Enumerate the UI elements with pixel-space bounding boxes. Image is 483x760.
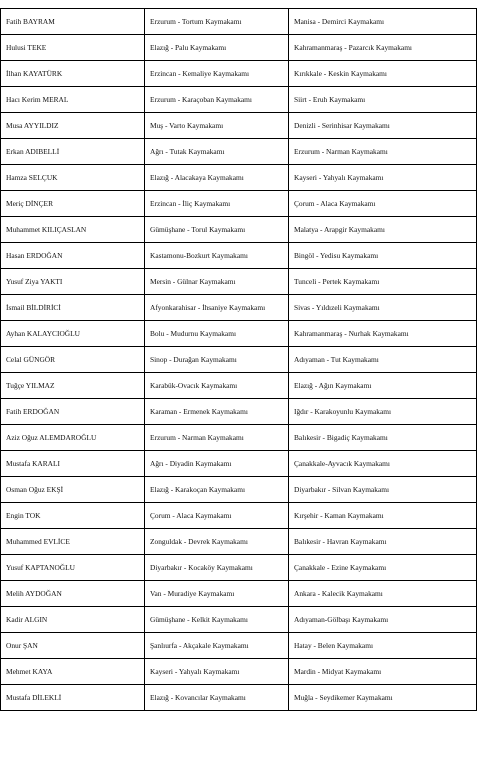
new-post-cell: Sivas - Yıldızeli Kaymakamı xyxy=(289,295,477,321)
official-name-cell: Mustafa DİLEKLİ xyxy=(1,685,145,711)
table-row xyxy=(1,295,477,321)
official-name-cell: Fatih BAYRAM xyxy=(1,9,145,35)
table-row xyxy=(1,87,477,113)
new-post-cell: Diyarbakır - Silvan Kaymakamı xyxy=(289,477,477,503)
table-row xyxy=(1,503,477,529)
new-post-cell: Adıyaman-Gölbaşı Kaymakamı xyxy=(289,607,477,633)
current-post-cell: Erzurum - Tortum Kaymakamı xyxy=(145,9,289,35)
table-row xyxy=(1,113,477,139)
official-name-cell: Mustafa KARALI xyxy=(1,451,145,477)
document-page xyxy=(0,8,476,711)
table-row xyxy=(1,35,477,61)
current-post-cell: Kayseri - Yahyalı Kaymakamı xyxy=(145,659,289,685)
table-row xyxy=(1,607,477,633)
current-post-cell: Erzurum - Karaçoban Kaymakamı xyxy=(145,87,289,113)
current-post-cell: Ağrı - Tutak Kaymakamı xyxy=(145,139,289,165)
table-row xyxy=(1,555,477,581)
table-row xyxy=(1,373,477,399)
new-post-cell: Elazığ - Ağın Kaymakamı xyxy=(289,373,477,399)
official-name-cell: Hasan ERDOĞAN xyxy=(1,243,145,269)
new-post-cell: Balıkesir - Bigadiç Kaymakamı xyxy=(289,425,477,451)
current-post-cell: Elazığ - Alacakaya Kaymakamı xyxy=(145,165,289,191)
table-row xyxy=(1,399,477,425)
official-name-cell: Celal GÜNGÖR xyxy=(1,347,145,373)
official-name-cell: Meriç DİNÇER xyxy=(1,191,145,217)
current-post-cell: Karaman - Ermenek Kaymakamı xyxy=(145,399,289,425)
new-post-cell: Kırıkkale - Keskin Kaymakamı xyxy=(289,61,477,87)
table-row xyxy=(1,191,477,217)
new-post-cell: Mardin - Midyat Kaymakamı xyxy=(289,659,477,685)
official-name-cell: Mehmet KAYA xyxy=(1,659,145,685)
table-row xyxy=(1,451,477,477)
current-post-cell: Afyonkarahisar - İhsaniye Kaymakamı xyxy=(145,295,289,321)
new-post-cell: Hatay - Belen Kaymakamı xyxy=(289,633,477,659)
current-post-cell: Şanlıurfa - Akçakale Kaymakamı xyxy=(145,633,289,659)
current-post-cell: Karabük-Ovacık Kaymakamı xyxy=(145,373,289,399)
table-row xyxy=(1,61,477,87)
new-post-cell: Malatya - Arapgir Kaymakamı xyxy=(289,217,477,243)
table-row xyxy=(1,347,477,373)
new-post-cell: Adıyaman - Tut Kaymakamı xyxy=(289,347,477,373)
table-row xyxy=(1,425,477,451)
new-post-cell: Bingöl - Yedisu Kaymakamı xyxy=(289,243,477,269)
new-post-cell: Erzurum - Narman Kaymakamı xyxy=(289,139,477,165)
current-post-cell: Elazığ - Palu Kaymakamı xyxy=(145,35,289,61)
official-name-cell: Tuğçe YILMAZ xyxy=(1,373,145,399)
current-post-cell: Erzincan - İliç Kaymakamı xyxy=(145,191,289,217)
current-post-cell: Diyarbakır - Kocaköy Kaymakamı xyxy=(145,555,289,581)
official-name-cell: Hacı Kerim MERAL xyxy=(1,87,145,113)
official-name-cell: Erkan ADIBELLİ xyxy=(1,139,145,165)
official-name-cell: Kadir ALGIN xyxy=(1,607,145,633)
official-name-cell: Musa AYYILDIZ xyxy=(1,113,145,139)
current-post-cell: Çorum - Alaca Kaymakamı xyxy=(145,503,289,529)
new-post-cell: Çanakkale - Ezine Kaymakamı xyxy=(289,555,477,581)
new-post-cell: Ankara - Kalecik Kaymakamı xyxy=(289,581,477,607)
new-post-cell: Manisa - Demirci Kaymakamı xyxy=(289,9,477,35)
current-post-cell: Elazığ - Kovancılar Kaymakamı xyxy=(145,685,289,711)
new-post-cell: Tunceli - Pertek Kaymakamı xyxy=(289,269,477,295)
new-post-cell: Iğdır - Karakoyunlu Kaymakamı xyxy=(289,399,477,425)
official-name-cell: Melih AYDOĞAN xyxy=(1,581,145,607)
official-name-cell: Engin TOK xyxy=(1,503,145,529)
current-post-cell: Gümüşhane - Kelkit Kaymakamı xyxy=(145,607,289,633)
current-post-cell: Erzincan - Kemaliye Kaymakamı xyxy=(145,61,289,87)
new-post-cell: Kahramanmaraş - Pazarcık Kaymakamı xyxy=(289,35,477,61)
official-name-cell: Muhammet KILIÇASLAN xyxy=(1,217,145,243)
table-row xyxy=(1,9,477,35)
official-name-cell: Yusuf Ziya YAKTI xyxy=(1,269,145,295)
official-name-cell: Hamza SELÇUK xyxy=(1,165,145,191)
table-row xyxy=(1,321,477,347)
official-name-cell: Fatih ERDOĞAN xyxy=(1,399,145,425)
table-row xyxy=(1,633,477,659)
official-name-cell: Muhammed EVLİCE xyxy=(1,529,145,555)
table-row xyxy=(1,243,477,269)
new-post-cell: Denizli - Serinhisar Kaymakamı xyxy=(289,113,477,139)
current-post-cell: Bolu - Mudurnu Kaymakamı xyxy=(145,321,289,347)
table-row xyxy=(1,217,477,243)
current-post-cell: Sinop - Durağan Kaymakamı xyxy=(145,347,289,373)
table-row xyxy=(1,685,477,711)
table-row xyxy=(1,529,477,555)
current-post-cell: Elazığ - Karakoçan Kaymakamı xyxy=(145,477,289,503)
current-post-cell: Van - Muradiye Kaymakamı xyxy=(145,581,289,607)
table-row xyxy=(1,477,477,503)
new-post-cell: Siirt - Eruh Kaymakamı xyxy=(289,87,477,113)
official-name-cell: İsmail BİLDİRİCİ xyxy=(1,295,145,321)
new-post-cell: Kayseri - Yahyalı Kaymakamı xyxy=(289,165,477,191)
current-post-cell: Ağrı - Diyadin Kaymakamı xyxy=(145,451,289,477)
current-post-cell: Muş - Varto Kaymakamı xyxy=(145,113,289,139)
new-post-cell: Kahramanmaraş - Nurhak Kaymakamı xyxy=(289,321,477,347)
official-name-cell: Hulusi TEKE xyxy=(1,35,145,61)
table-row xyxy=(1,659,477,685)
appointments-table-body xyxy=(1,9,477,711)
official-name-cell: Yusuf KAPTANOĞLU xyxy=(1,555,145,581)
official-name-cell: İlhan KAYATÜRK xyxy=(1,61,145,87)
new-post-cell: Çanakkale-Ayvacık Kaymakamı xyxy=(289,451,477,477)
official-name-cell: Ayhan KALAYCIOĞLU xyxy=(1,321,145,347)
current-post-cell: Zonguldak - Devrek Kaymakamı xyxy=(145,529,289,555)
table-row xyxy=(1,581,477,607)
current-post-cell: Kastamonu-Bozkurt Kaymakamı xyxy=(145,243,289,269)
current-post-cell: Mersin - Gülnar Kaymakamı xyxy=(145,269,289,295)
new-post-cell: Kırşehir - Kaman Kaymakamı xyxy=(289,503,477,529)
new-post-cell: Çorum - Alaca Kaymakamı xyxy=(289,191,477,217)
official-name-cell: Osman Oğuz EKŞİ xyxy=(1,477,145,503)
new-post-cell: Muğla - Seydikemer Kaymakamı xyxy=(289,685,477,711)
current-post-cell: Gümüşhane - Torul Kaymakamı xyxy=(145,217,289,243)
official-name-cell: Onur ŞAN xyxy=(1,633,145,659)
official-name-cell: Aziz Oğuz ALEMDAROĞLU xyxy=(1,425,145,451)
table-row xyxy=(1,165,477,191)
table-row xyxy=(1,139,477,165)
new-post-cell: Balıkesir - Havran Kaymakamı xyxy=(289,529,477,555)
table-row xyxy=(1,269,477,295)
current-post-cell: Erzurum - Narman Kaymakamı xyxy=(145,425,289,451)
appointments-table xyxy=(0,8,477,711)
